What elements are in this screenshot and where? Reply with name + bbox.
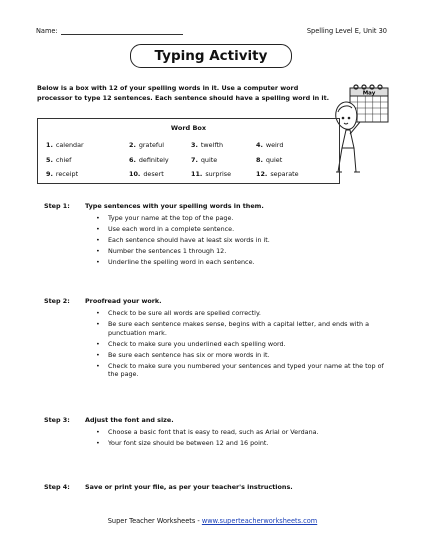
bullet-item: • Check to be sure all words are spelled correctly. bbox=[96, 309, 391, 318]
intro-text: Below is a box with 12 of your spelling words in it. Use a computer word processor to type 12 sentences. Each sentence should have a spelling word in it. bbox=[37, 84, 330, 102]
level-text: Spelling Level E, Unit 30 bbox=[306, 27, 387, 35]
step-bullets bbox=[96, 428, 391, 450]
word-item: 10. desert bbox=[129, 170, 164, 178]
word-item: 8. quiet bbox=[256, 156, 283, 164]
bullet-item: • Be sure each sentence makes sense, begins with a capital letter, and ends with a punctuation mark. bbox=[96, 320, 391, 337]
word-item: 5. chief bbox=[46, 156, 72, 164]
word-item: 12. separate bbox=[256, 170, 299, 178]
word-item: 7. quite bbox=[191, 156, 218, 164]
bullet-item: • Number the sentences 1 through 12. bbox=[96, 247, 391, 256]
word-item: 2. grateful bbox=[129, 141, 164, 149]
footer bbox=[0, 517, 425, 525]
calendar-month: May bbox=[362, 90, 376, 97]
footer-link[interactable]: www.superteacherworksheets.com bbox=[201, 517, 318, 525]
bullet-item: • Check to make sure you numbered your sentences and typed your name at the top of the page. bbox=[96, 362, 391, 379]
word-box-title: Word Box bbox=[170, 124, 207, 132]
bullet-item: • Underline the spelling word in each sentence. bbox=[96, 258, 391, 267]
word-box bbox=[37, 118, 340, 184]
name-field-row bbox=[36, 27, 183, 35]
step-label: Step 2: bbox=[44, 297, 70, 305]
bullet-item: • Choose a basic font that is easy to read, such as Arial or Verdana. bbox=[96, 428, 391, 437]
bullet-item: • Use each word in a complete sentence. bbox=[96, 225, 391, 234]
bullet-item: • Check to make sure you underlined each spelling word. bbox=[96, 340, 391, 349]
step-bullets bbox=[96, 214, 391, 269]
step-label: Step 1: bbox=[44, 202, 70, 210]
word-item: 11. surprise bbox=[191, 170, 232, 178]
step-bullets bbox=[96, 309, 391, 381]
step-title: Save or print your file, as per your teacher's instructions. bbox=[85, 483, 293, 491]
word-item: 1. calendar bbox=[46, 141, 84, 149]
word-item: 3. twelfth bbox=[191, 141, 224, 149]
calendar-girl-icon bbox=[332, 78, 392, 176]
bullet-item: • Your font size should be between 12 and 16 point. bbox=[96, 439, 391, 448]
word-item: 4. weird bbox=[256, 141, 284, 149]
word-item: 6. definitely bbox=[129, 156, 169, 164]
footer-text: Super Teacher Worksheets - bbox=[107, 517, 202, 525]
word-item: 9. receipt bbox=[46, 170, 79, 178]
bullet-item: • Each sentence should have at least six words in it. bbox=[96, 236, 391, 245]
step-title: Type sentences with your spelling words in them. bbox=[85, 202, 264, 210]
name-line[interactable] bbox=[61, 27, 183, 35]
bullet-item: • Be sure each sentence has six or more words in it. bbox=[96, 351, 391, 360]
page-title: Typing Activity bbox=[130, 44, 292, 68]
step-label: Step 3: bbox=[44, 416, 70, 424]
step-title: Proofread your work. bbox=[85, 297, 162, 305]
step-title: Adjust the font and size. bbox=[85, 416, 174, 424]
name-label: Name: bbox=[36, 27, 58, 35]
bullet-item: • Type your name at the top of the page. bbox=[96, 214, 391, 223]
step-label: Step 4: bbox=[44, 483, 70, 491]
